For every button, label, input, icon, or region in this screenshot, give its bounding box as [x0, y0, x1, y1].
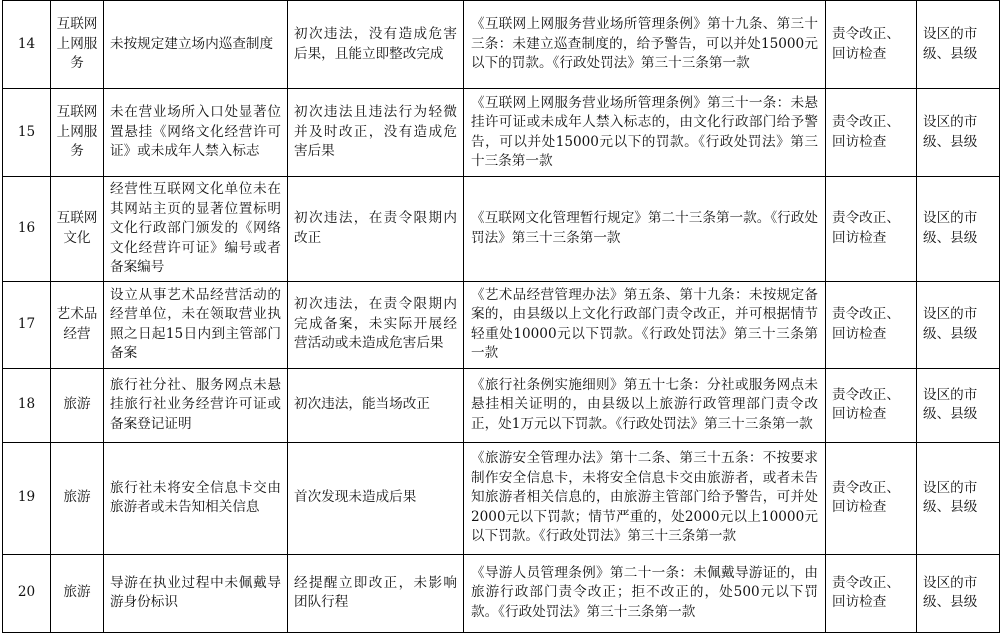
- row-condition: 初次违法，能当场改正: [288, 368, 464, 442]
- row-condition: 初次违法，没有造成危害后果，且能立即整改完成: [288, 1, 464, 89]
- row-violation-act: 未按规定建立场内巡查制度: [104, 1, 288, 89]
- row-number: 20: [3, 554, 51, 632]
- row-condition: 初次违法，在责令限期内完成备案，未实际开展经营活动或未造成危害后果: [288, 281, 464, 368]
- row-violation-act: 旅行社分社、服务网点未悬挂旅行社业务经营许可证或备案登记证明: [104, 368, 288, 442]
- row-number: 16: [3, 177, 51, 282]
- row-violation-act: 设立从事艺术品经营活动的经营单位，未在领取营业执照之日起15日内到主管部门备案: [104, 281, 288, 368]
- row-category: 互联网上网服务: [51, 89, 104, 177]
- row-category: 旅游: [51, 442, 104, 554]
- regulation-table-container: [2, 0, 999, 631]
- table-row: [3, 368, 1000, 442]
- row-violation-act: 导游在执业过程中未佩戴导游身份标识: [104, 554, 288, 632]
- row-authority: 设区的市级、县级: [917, 554, 1000, 632]
- row-handling-method: 责令改正、回访检查: [826, 281, 917, 368]
- row-legal-basis: 《互联网上网服务营业场所管理条例》第十九条、第三十三条：未建立巡查制度的，给予警告，可以并处15000元以下的罚款。《行政处罚法》第三十三条第一款: [464, 1, 826, 89]
- row-category: 旅游: [51, 368, 104, 442]
- row-handling-method: 责令改正、回访检查: [826, 554, 917, 632]
- row-category: 旅游: [51, 554, 104, 632]
- row-handling-method: 责令改正、回访检查: [826, 89, 917, 177]
- table-row: [3, 89, 1000, 177]
- row-condition: 经提醒立即改正，未影响团队行程: [288, 554, 464, 632]
- regulation-table: [2, 0, 1000, 633]
- row-category: 艺术品经营: [51, 281, 104, 368]
- table-row: [3, 554, 1000, 632]
- row-category: 互联网上网服务: [51, 1, 104, 89]
- row-authority: 设区的市级、县级: [917, 177, 1000, 282]
- table-row: [3, 281, 1000, 368]
- row-number: 17: [3, 281, 51, 368]
- row-violation-act: 经营性互联网文化单位未在其网站主页的显著位置标明文化行政部门颁发的《网络文化经营许可证》编号或者备案编号: [104, 177, 288, 282]
- row-condition: 首次发现未造成后果: [288, 442, 464, 554]
- row-condition: 初次违法，在责令限期内改正: [288, 177, 464, 282]
- row-legal-basis: 《艺术品经营管理办法》第五条、第十九条：未按规定备案的，由县级以上文化行政部门责令改正，并可根据情节轻重处10000元以下罚款。《行政处罚法》第三十三条第一款: [464, 281, 826, 368]
- row-legal-basis: 《互联网文化管理暂行规定》第二十三条第一款。《行政处罚法》第三十三条第一款: [464, 177, 826, 282]
- table-body: [3, 1, 1000, 633]
- row-category: 互联网文化: [51, 177, 104, 282]
- row-handling-method: 责令改正、回访检查: [826, 442, 917, 554]
- row-number: 14: [3, 1, 51, 89]
- row-violation-act: 未在营业场所入口处显著位置悬挂《网络文化经营许可证》或未成年人禁入标志: [104, 89, 288, 177]
- row-handling-method: 责令改正、回访检查: [826, 1, 917, 89]
- row-violation-act: 旅行社未将安全信息卡交由旅游者或未告知相关信息: [104, 442, 288, 554]
- row-legal-basis: 《互联网上网服务营业场所管理条例》第三十一条：未悬挂许可证或未成年人禁入标志的，由文化行政部门给予警告，可以并处15000元以下的罚款。《行政处罚法》第三十三条第一款: [464, 89, 826, 177]
- row-number: 15: [3, 89, 51, 177]
- table-row: [3, 177, 1000, 282]
- row-authority: 设区的市级、县级: [917, 1, 1000, 89]
- row-authority: 设区的市级、县级: [917, 281, 1000, 368]
- row-authority: 设区的市级、县级: [917, 368, 1000, 442]
- row-authority: 设区的市级、县级: [917, 89, 1000, 177]
- table-row: [3, 1, 1000, 89]
- row-handling-method: 责令改正、回访检查: [826, 368, 917, 442]
- table-row: [3, 442, 1000, 554]
- row-number: 18: [3, 368, 51, 442]
- row-legal-basis: 《旅行社条例实施细则》第五十七条：分社或服务网点未悬挂相关证明的，由县级以上旅游行政管理部门责令改正，处1万元以下罚款。《行政处罚法》第三十三条第一款: [464, 368, 826, 442]
- row-condition: 初次违法且违法行为轻微并及时改正，没有造成危害后果: [288, 89, 464, 177]
- row-authority: 设区的市级、县级: [917, 442, 1000, 554]
- row-legal-basis: 《旅游安全管理办法》第十二条、第三十五条：不按要求制作安全信息卡，未将安全信息卡交由旅游者，或者未告知旅游者相关信息的，由旅游主管部门给予警告，可并处2000元以下罚款；情节严重的，处2000元以上10000元以下罚款。《行政处罚法》第三十三条第一款: [464, 442, 826, 554]
- row-number: 19: [3, 442, 51, 554]
- row-legal-basis: 《导游人员管理条例》第二十一条：未佩戴导游证的，由旅游行政部门责令改正；拒不改正的，处500元以下罚款。《行政处罚法》第三十三条第一款: [464, 554, 826, 632]
- row-handling-method: 责令改正、回访检查: [826, 177, 917, 282]
